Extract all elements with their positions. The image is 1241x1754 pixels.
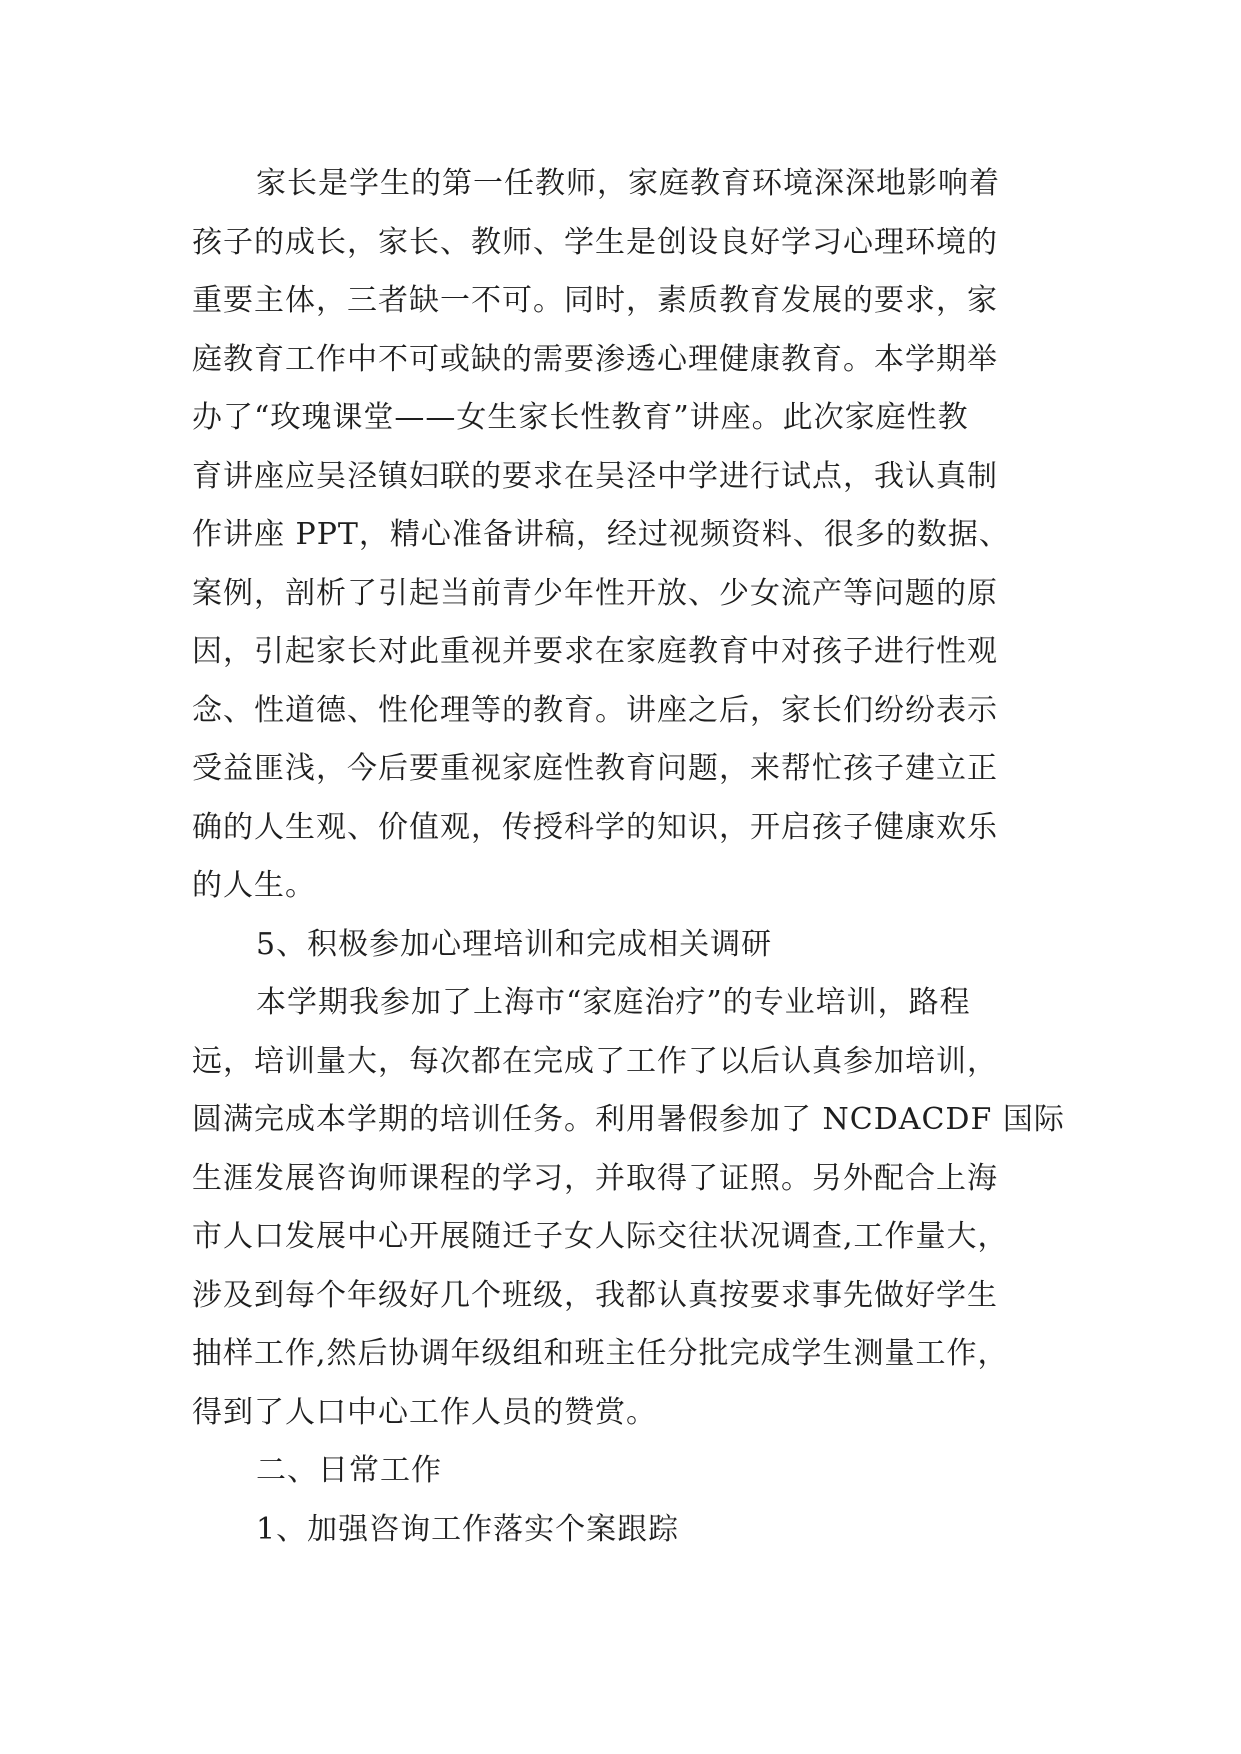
text-line: 重要主体，三者缺一不可。同时，素质教育发展的要求，家 (192, 283, 998, 318)
text-line: 涉及到每个年级好几个班级，我都认真按要求事先做好学生 (192, 1277, 998, 1313)
text-line: 抽样工作,然后协调年级组和班主任分批完成学生测量工作， (192, 1336, 1009, 1371)
text-line: 孩子的成长，家长、教师、学生是创设良好学习心理环境的 (192, 224, 998, 260)
section-heading: 5、积极参加心理培训和完成相关调研 (256, 926, 773, 962)
text-line: 办了“玫瑰课堂——女生家长性教育”讲座。此次家庭性教 (192, 400, 969, 435)
text-line: 作讲座 PPT，精心准备讲稿，经过视频资料、很多的数据、 (192, 517, 1010, 552)
text-line: 案例，剖析了引起当前青少年性开放、少女流产等问题的原 (192, 575, 998, 611)
text-line: 的人生。 (192, 868, 316, 903)
text-line: 远，培训量大，每次都在完成了工作了以后认真参加培训， (192, 1043, 998, 1079)
text-line: 受益匪浅，今后要重视家庭性教育问题，来帮忙孩子建立正 (192, 751, 998, 786)
text-line: 因，引起家长对此重视并要求在家庭教育中对孩子进行性观 (192, 634, 998, 669)
text-line: 确的人生观、价值观，传授科学的知识，开启孩子健康欢乐 (192, 809, 998, 845)
text-line: 本学期我参加了上海市“家庭治疗”的专业培训，路程 (256, 985, 971, 1020)
text-line: 圆满完成本学期的培训任务。利用暑假参加了 NCDACDF 国际 (192, 1102, 1065, 1137)
text-line: 念、性道德、性伦理等的教育。讲座之后，家长们纷纷表示 (192, 692, 998, 728)
section-heading: 1、加强咨询工作落实个案跟踪 (256, 1511, 680, 1547)
document-body (192, 155, 1065, 1559)
section-heading: 二、日常工作 (256, 1453, 442, 1488)
text-line: 市人口发展中心开展随迁子女人际交往状况调查,工作量大， (192, 1219, 1009, 1254)
text-line: 得到了人口中心工作人员的赞赏。 (192, 1394, 657, 1430)
text-line: 生涯发展咨询师课程的学习，并取得了证照。另外配合上海 (192, 1160, 998, 1196)
text-line: 育讲座应吴泾镇妇联的要求在吴泾中学进行试点，我认真制 (192, 458, 998, 494)
text-line: 家长是学生的第一任教师，家庭教育环境深深地影响着 (256, 166, 1000, 201)
text-line: 庭教育工作中不可或缺的需要渗透心理健康教育。本学期举 (192, 341, 998, 377)
